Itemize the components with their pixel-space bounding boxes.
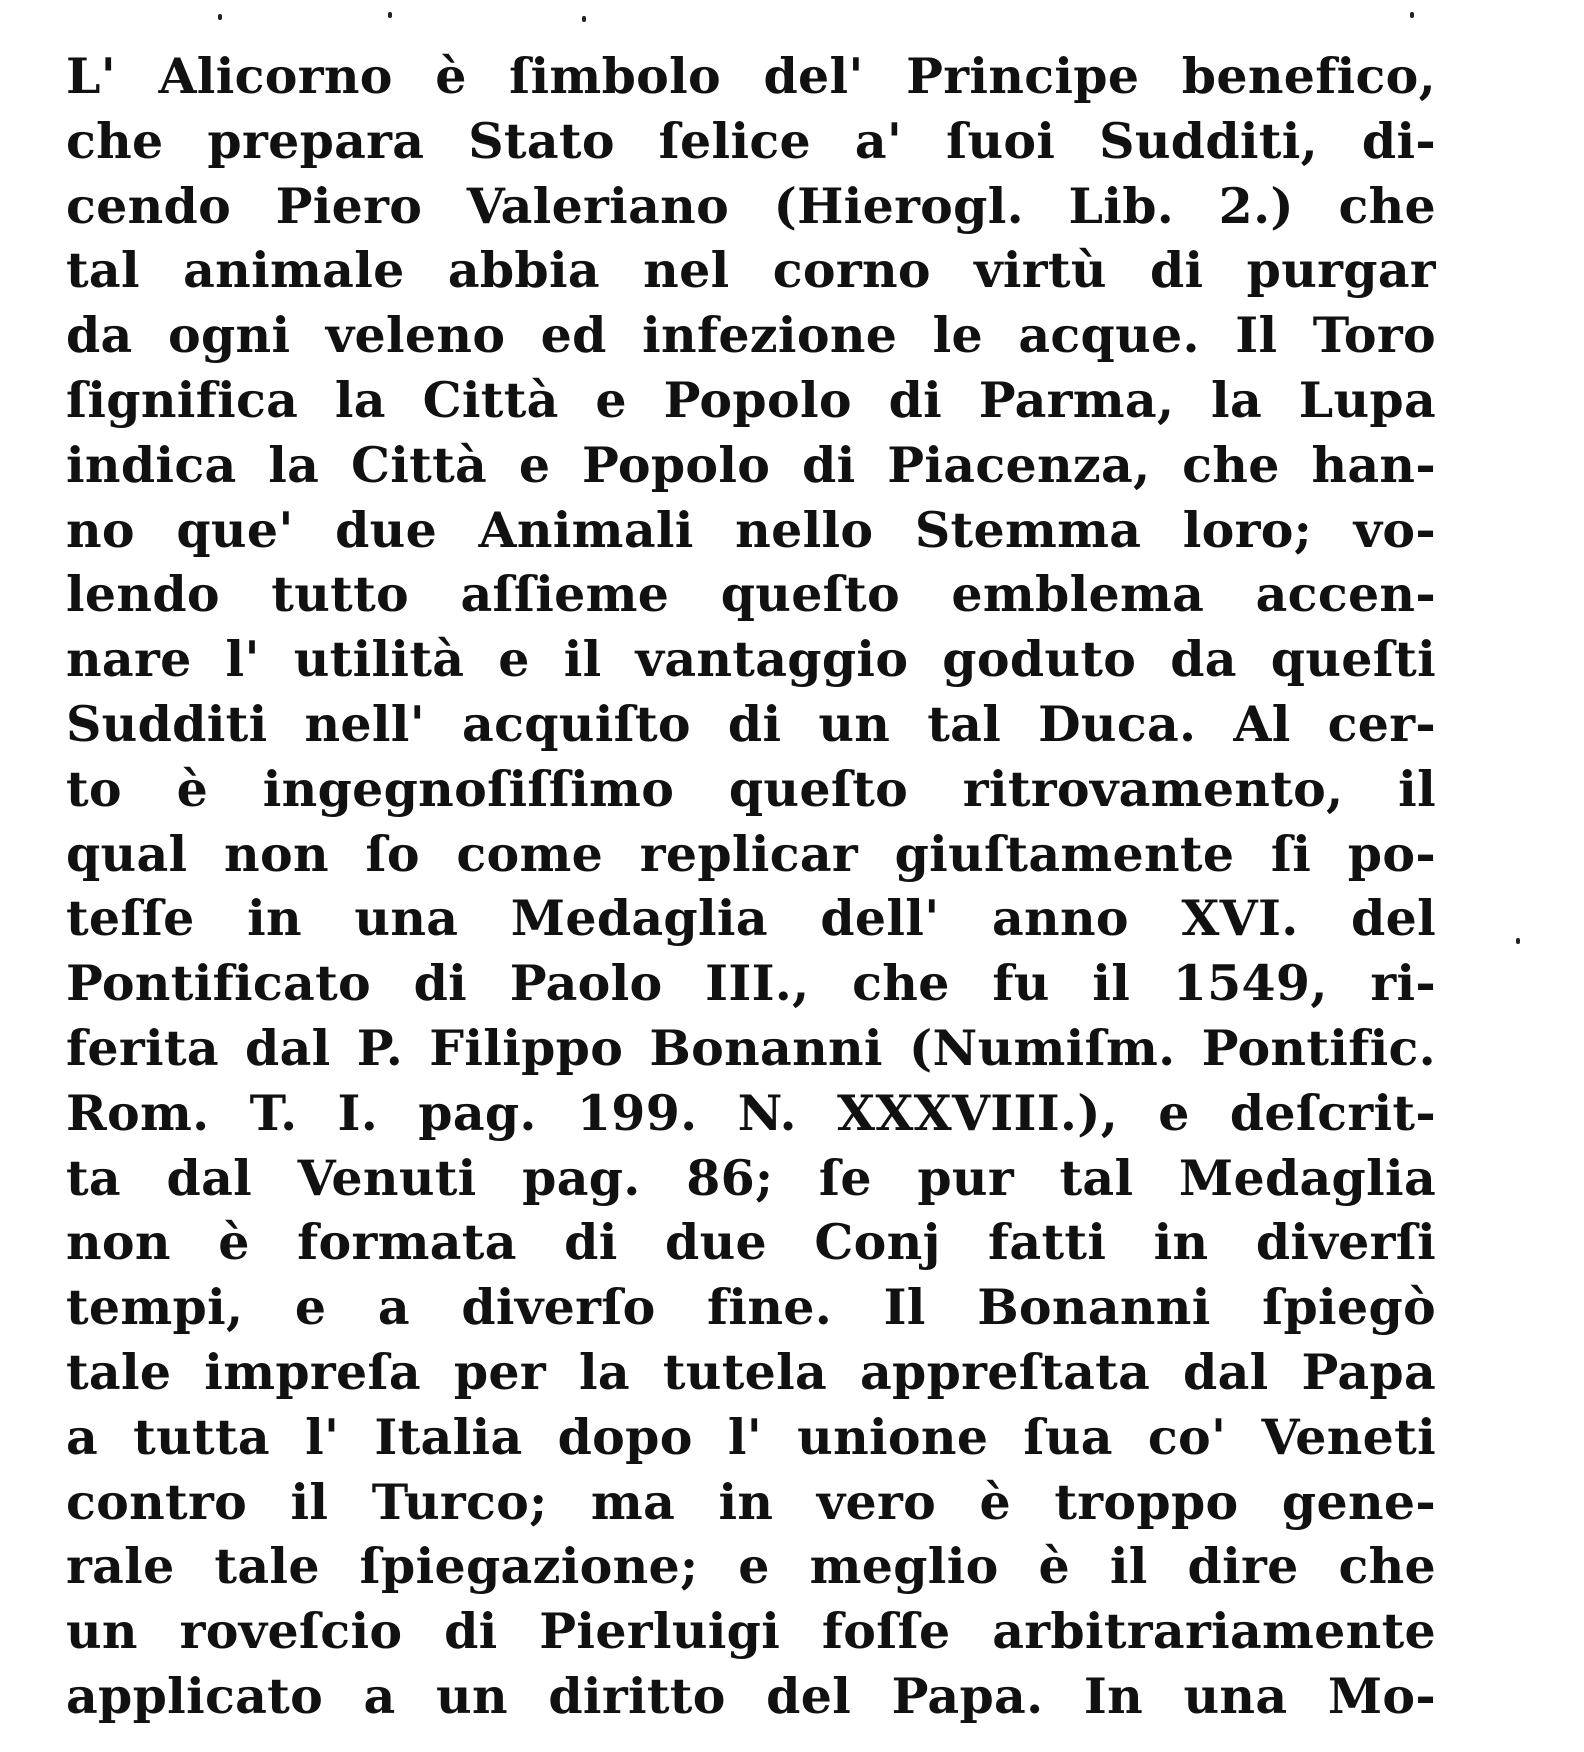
text-line: teſſe in una Medaglia dell' anno XVI. del — [66, 889, 1436, 948]
text-line: tal animale abbia nel corno virtù di purgar — [66, 241, 1436, 300]
text-line: nare l' utilità e il vantaggio goduto da queſti — [66, 630, 1436, 689]
print-speck — [388, 12, 392, 18]
print-speck — [582, 16, 586, 22]
text-line: Sudditi nell' acquiſto di un tal Duca. Al cer- — [66, 694, 1436, 753]
text-line: un roveſcio di Pierluigi foſſe arbitrariamente — [66, 1602, 1436, 1661]
text-line: a tutta l' Italia dopo l' unione ſua co' Veneti — [66, 1407, 1436, 1466]
text-line: rale tale ſpiegazione; e meglio è il dire che — [66, 1537, 1436, 1596]
text-line: to è ingegnoſiſſimo queſto ritrovamento, il — [66, 759, 1436, 818]
text-line: cendo Piero Valeriano (Hierogl. Lib. 2.) che — [66, 176, 1436, 235]
text-line: non è formata di due Conj fatti in diverſi — [66, 1213, 1436, 1272]
text-line: lendo tutto aſſieme queſto emblema accen- — [66, 565, 1436, 624]
text-line: Pontificato di Paolo III., che fu il 1549, ri- — [66, 954, 1436, 1013]
print-speck — [218, 14, 222, 20]
text-line: no que' due Animali nello Stemma loro; vo- — [66, 500, 1436, 559]
text-line: che prepara Stato ſelice a' ſuoi Sudditi, di- — [66, 111, 1436, 170]
text-line: ferita dal P. Filippo Bonanni (Numiſm. Pontific. — [66, 1018, 1436, 1077]
text-line: ſignifica la Città e Popolo di Parma, la Lupa — [66, 370, 1436, 429]
text-line: tale impreſa per la tutela appreſtata dal Papa — [66, 1342, 1436, 1401]
text-line: L' Alicorno è ſimbolo del' Principe benefico, — [66, 47, 1436, 105]
body-text — [66, 44, 1436, 1729]
text-line: da ogni veleno ed infezione le acque. Il Toro — [66, 306, 1436, 365]
text-line: contro il Turco; ma in vero è troppo gene- — [66, 1472, 1436, 1531]
text-line: indica la Città e Popolo di Piacenza, che han- — [66, 435, 1436, 494]
text-line: qual non ſo come replicar giuſtamente ſi po- — [66, 824, 1436, 883]
print-speck — [1516, 938, 1520, 944]
text-line: ta dal Venuti pag. 86; ſe pur tal Medaglia — [66, 1148, 1436, 1207]
text-line: tempi, e a diverſo fine. Il Bonanni ſpiegò — [66, 1278, 1436, 1337]
text-line: applicato a un diritto del Papa. In una Mo- — [66, 1666, 1436, 1725]
text-line: Rom. T. I. pag. 199. N. XXXVIII.), e deſcrit- — [66, 1083, 1436, 1142]
print-speck — [1410, 12, 1414, 18]
